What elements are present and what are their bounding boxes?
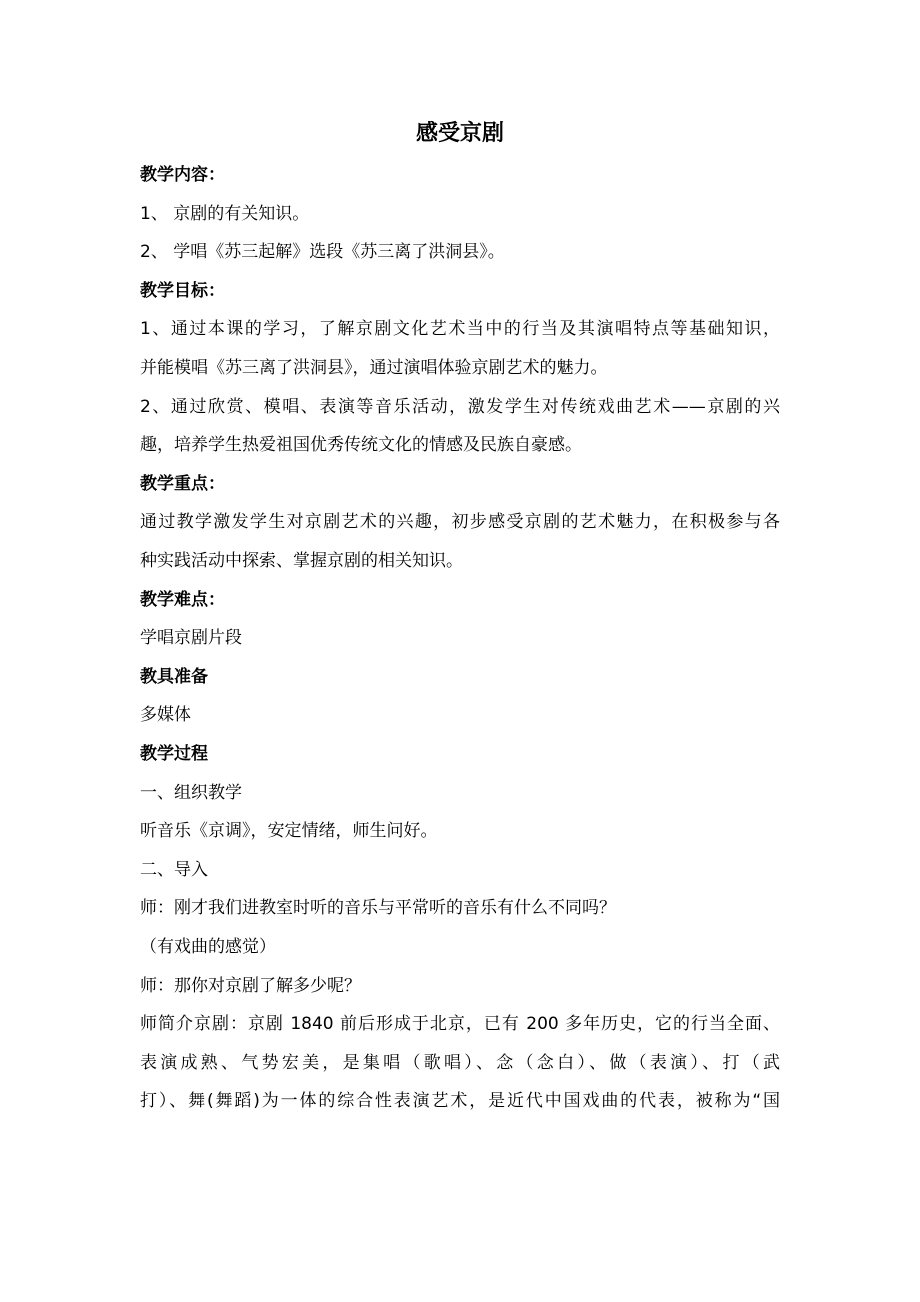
process-step-1: 一、组织教学 (140, 783, 242, 803)
difficulties-text: 学唱京剧片段 (140, 628, 242, 648)
process-step-1-text: 听音乐《京调》，安定情绪，师生问好。 (140, 821, 438, 841)
heading-teaching-content: 教学内容： (140, 165, 225, 185)
goal-1-line-1: 1、通过本课的学习，了解京剧文化艺术当中的行当及其演唱特点等基础知识， (140, 319, 780, 339)
heading-teaching-goals: 教学目标： (140, 281, 225, 301)
intro-line-1: 师简介京剧：京剧 1840 前后形成于北京，已有 200 多年历史，它的行当全面、 (140, 1014, 780, 1034)
intro-line-3: 打）、舞(舞蹈)为一体的综合性表演艺术，是近代中国戏曲的代表，被称为“国 (140, 1091, 780, 1111)
process-step-2: 二、导入 (140, 860, 208, 880)
goal-1-line-2: 并能模唱《苏三离了洪洞县》，通过演唱体验京剧艺术的魅力。 (140, 358, 608, 378)
heading-teaching-process: 教学过程 (140, 744, 208, 764)
content-item-2: 2、 学唱《苏三起解》选段《苏三离了洪洞县》。 (140, 242, 505, 262)
student-answer-1: （有戏曲的感觉） (140, 937, 276, 957)
teacher-question-2: 师：那你对京剧了解多少呢？ (140, 976, 361, 996)
teaching-aids-text: 多媒体 (140, 705, 191, 725)
goal-2-line-1: 2、通过欣赏、模唱、表演等音乐活动，激发学生对传统戏曲艺术——京剧的兴 (140, 397, 780, 417)
intro-line-2: 表演成熟、气势宏美，是集唱（歌唱）、念（念白）、做（表演）、打（武 (140, 1053, 780, 1073)
key-points-line-1: 通过教学激发学生对京剧艺术的兴趣，初步感受京剧的艺术魅力，在积极参与各 (140, 512, 780, 532)
heading-key-points: 教学重点： (140, 474, 225, 494)
goal-2-line-2: 趣，培养学生热爱祖国优秀传统文化的情感及民族自豪感。 (140, 435, 582, 455)
key-points-line-2: 种实践活动中探索、掌握京剧的相关知识。 (140, 551, 463, 571)
heading-teaching-aids: 教具准备 (140, 667, 208, 687)
content-item-1: 1、 京剧的有关知识。 (140, 204, 310, 224)
document-title: 感受京剧 (415, 121, 504, 146)
heading-difficulties: 教学难点： (140, 590, 225, 610)
teacher-question-1: 师：刚才我们进教室时听的音乐与平常听的音乐有什么不同吗？ (140, 898, 616, 918)
